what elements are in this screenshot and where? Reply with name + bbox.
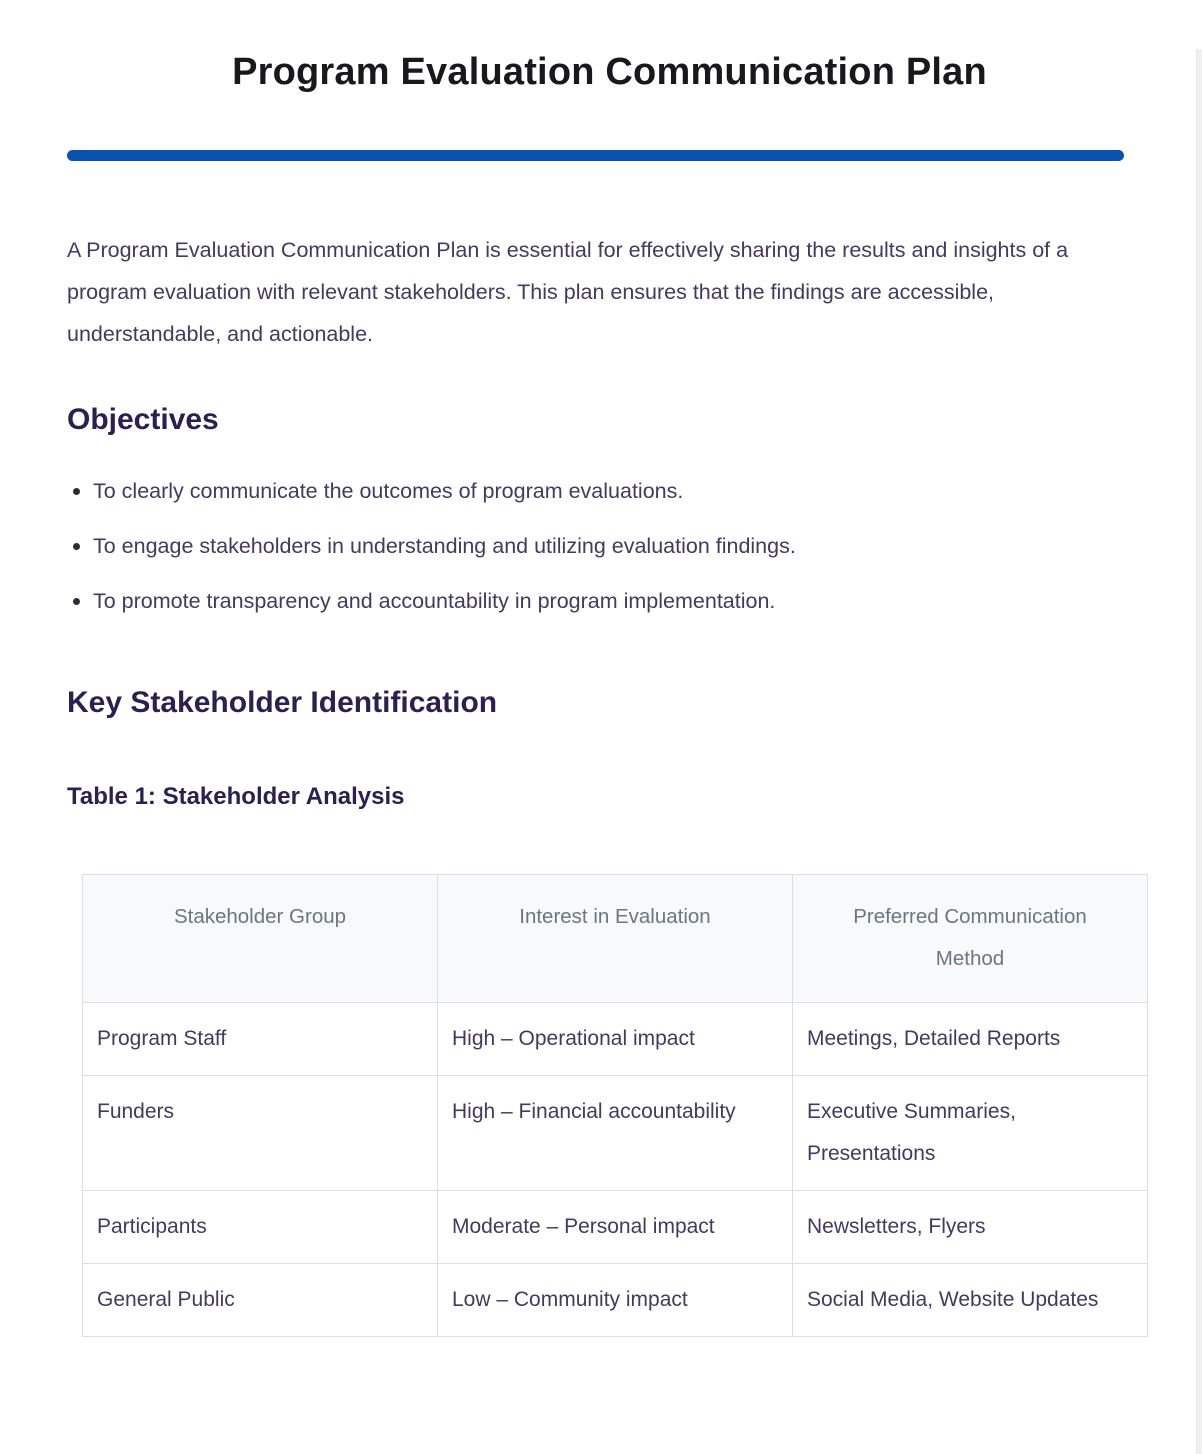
objective-text: To promote transparency and accountability in program implementation.	[93, 589, 776, 613]
bullet-icon	[73, 543, 80, 550]
objective-item	[67, 470, 1152, 512]
title-divider	[67, 150, 1124, 161]
table-row	[83, 1076, 1148, 1191]
column-header-communication-method: Preferred Communication Method	[793, 875, 1148, 1003]
objectives-list	[67, 470, 1152, 622]
cell-stakeholder-group: Funders	[83, 1076, 438, 1191]
document-page	[0, 49, 1202, 1337]
cell-interest: Moderate – Personal impact	[438, 1191, 793, 1264]
cell-communication-method: Social Media, Website Updates	[793, 1264, 1148, 1337]
column-header-interest: Interest in Evaluation	[438, 875, 793, 1003]
table-row	[83, 1191, 1148, 1264]
cell-communication-method: Newsletters, Flyers	[793, 1191, 1148, 1264]
table-row	[83, 1264, 1148, 1337]
objective-text: To clearly communicate the outcomes of program evaluations.	[93, 479, 684, 503]
objective-item	[67, 525, 1152, 567]
cell-stakeholder-group: Participants	[83, 1191, 438, 1264]
cell-stakeholder-group: General Public	[83, 1264, 438, 1337]
stakeholder-section-heading: Key Stakeholder Identification	[67, 686, 498, 719]
table-title: Table 1: Stakeholder Analysis	[67, 783, 405, 810]
objective-item	[67, 580, 1152, 622]
cell-stakeholder-group: Program Staff	[83, 1003, 438, 1076]
bullet-icon	[73, 598, 80, 605]
cell-interest: High – Operational impact	[438, 1003, 793, 1076]
table-row	[83, 1003, 1148, 1076]
cell-communication-method: Executive Summaries, Presentations	[793, 1076, 1148, 1191]
bullet-icon	[73, 488, 80, 495]
page-title: Program Evaluation Communication Plan	[232, 51, 987, 93]
intro-paragraph: A Program Evaluation Communication Plan is essential for effectively sharing the results and insights of a program evaluation with relevant stakeholders. This plan ensures that the findings are accessible, understandable, and actionable.	[67, 238, 1069, 346]
table-header-row	[83, 875, 1148, 1003]
objectives-heading: Objectives	[67, 403, 219, 436]
cell-communication-method: Meetings, Detailed Reports	[793, 1003, 1148, 1076]
objective-text: To engage stakeholders in understanding and utilizing evaluation findings.	[93, 534, 796, 558]
column-header-stakeholder-group: Stakeholder Group	[83, 875, 438, 1003]
cell-interest: Low – Community impact	[438, 1264, 793, 1337]
stakeholder-analysis-table	[82, 874, 1148, 1337]
cell-interest: High – Financial accountability	[438, 1076, 793, 1191]
scrollbar-track[interactable]	[1196, 49, 1202, 1454]
